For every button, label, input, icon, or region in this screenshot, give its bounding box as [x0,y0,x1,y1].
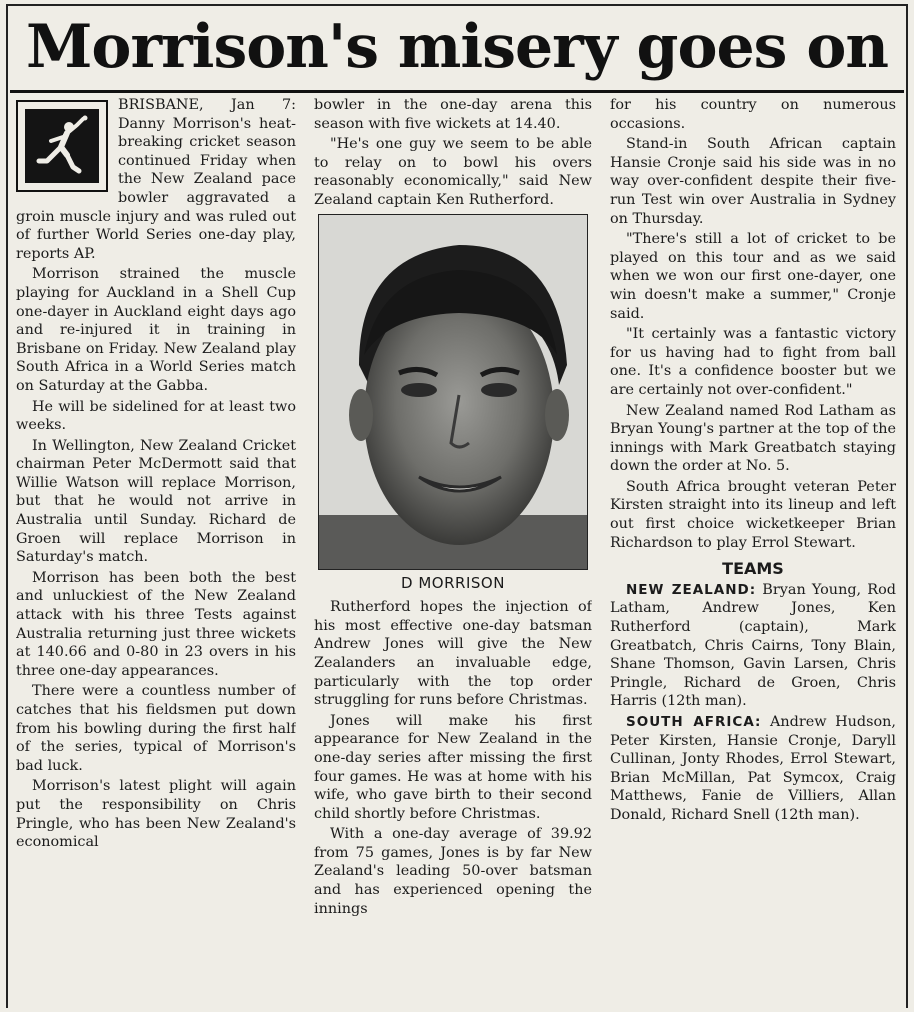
team-list-south-africa: Andrew Hudson, Peter Kirsten, Hansie Cronje, Daryll Cullinan, Jonty Rhodes, Errol Stewart, Brian McMillan, Pat Symcox, Craig Matthews, Fanie de Villiers, Allan Donald, Richard Snell (12th man). [610,714,896,823]
teams-heading: TEAMS [722,559,784,579]
article-paragraph: "There's still a lot of cricket to be played on this tour and as we said when we won our first one-dayer, one win doesn't make a summer," Cronje said. [610,231,896,322]
article-paragraph: Morrison has been both the best and unluckiest of the New Zealand attack with his three Tests against Australia returning just three wickets at 140.66 and 0-80 in 23 overs in his three one-day appearances. [16,569,296,679]
headline: Morrison's misery goes on [26,12,888,82]
article-paragraph: In Wellington, New Zealand Cricket chairman Peter McDermott said that Willie Watson will replace Morrison, but that he would not arrive in Australia until Sunday. Richard de Groen will replace Morrison in Saturday's match. [16,437,296,566]
article-paragraph: Jones will make his first appearance for New Zealand in the one-day series after missing the first four games. He was at home with his wife, who gave birth to their second child shortly before Christmas. [314,712,592,822]
article-paragraph: There were a countless number of catches that his fieldsmen put down from his bowling during the first half of the series, typical of Morrison's bad luck. [16,683,296,774]
portrait-photo [318,214,588,570]
article-paragraph: South Africa brought veteran Peter Kirsten straight into its lineup and left out first choice wicketkeeper Brian Richardson to play Errol Stewart. [610,478,896,551]
article-paragraph: BRISBANE, Jan 7: Danny Morrison's heat-breaking cricket season continued Friday when the New Zealand pace bowler aggravated a groin muscle injury and was ruled out of further World Series one-day play, reports AP. [16,97,296,262]
team-list-new-zealand: Bryan Young, Rod Latham, Andrew Jones, Ken Rutherford (captain), Mark Greatbatch, Chris Cairns, Tony Blain, Shane Thomson, Gavin Larsen, Chris Pringle, Richard de Groen, Chris Harris (12th man). [610,581,896,710]
article-paragraph: Morrison strained the muscle playing for Auckland in a Shell Cup one-dayer in Auckland eight days ago and re-injured it in training in Brisbane on Friday. New Zealand play South Africa in a World Series match on Saturday at the Gabba. [16,266,296,394]
portrait-photo-svg [319,215,587,569]
team-label-south-africa: SOUTH AFRICA: [626,714,762,730]
article-paragraph: New Zealand named Rod Latham as Bryan Young's partner at the top of the innings with Mark Greatbatch staying down the order at No. 5. [610,402,896,475]
logo-background [25,109,99,183]
cricket-bowler-icon-svg [31,115,93,177]
article-paragraph: He will be sidelined for at least two weeks. [16,398,296,434]
article-paragraph: Morrison's latest plight will again put the responsibility on Chris Pringle, who has been New Zealand's economical [16,778,296,851]
column-2 [314,96,592,1002]
column-1 [16,96,296,1002]
photo-caption: D MORRISON [401,573,505,592]
team-lineup-south-africa [610,713,896,825]
cricket-bowler-icon [16,100,108,192]
article-paragraph: Stand-in South African captain Hansie Cronje said his side was in no way over-confident despite their five-run Test win over Australia in Sydney on Thursday. [610,136,896,227]
column-3 [610,96,896,1002]
frame-right-border [906,4,908,1008]
article-paragraph: bowler in the one-day arena this season with five wickets at 14.40. [314,97,592,132]
team-label-new-zealand: NEW ZEALAND: [626,581,757,598]
frame-left-border [6,4,8,1008]
team-lineup-new-zealand [610,581,896,711]
article-paragraph: "It certainly was a fantastic victory for us having had to fight from ball one. It's a confidence booster but we are certainly not over-confident." [610,326,896,398]
article-paragraph: Rutherford hopes the injection of his most effective one-day batsman Andrew Jones will give the New Zealanders an invaluable edge, particularly with the top order struggling for runs before Christmas. [314,599,592,709]
article-paragraph: With a one-day average of 39.92 from 75 games, Jones is by far New Zealand's leading 50-over batsman and has experienced opening the innings [314,826,592,917]
article-paragraph: "He's one guy we seem to be able to relay on to bowl his overs reasonably economically," said New Zealand captain Ken Rutherford. [314,136,592,208]
article-paragraph: for his country on numerous occasions. [610,97,896,132]
headline-rule [10,90,904,93]
